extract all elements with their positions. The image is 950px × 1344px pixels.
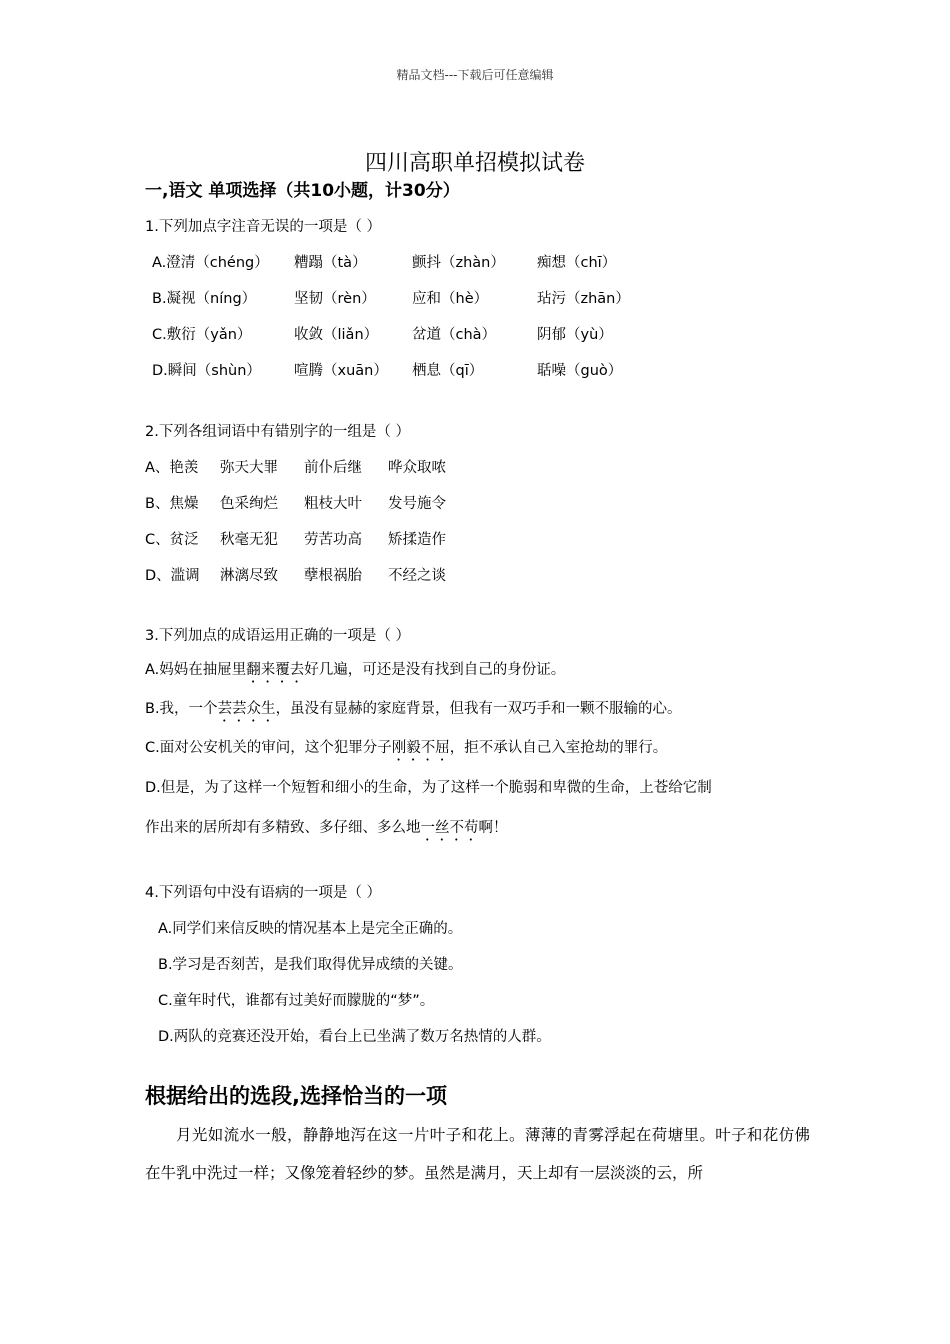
section-heading-reading: 根据给出的选段,选择恰当的一项 <box>145 1084 447 1108</box>
q1-option-d-4: 聒噪（guò） <box>537 363 623 379</box>
q2-option-b-1: B、焦燥 <box>145 496 199 512</box>
q4-option-a: A.同学们来信反映的情况基本上是完全正确的。 <box>158 921 463 937</box>
q3-option-b-idiom: 芸芸众生 <box>217 701 276 717</box>
q4-option-b: B.学习是否刻苦，是我们取得优异成绩的关键。 <box>158 957 463 973</box>
q3-option-c-idiom: 刚毅不屈 <box>391 740 450 756</box>
q1-option-a-3: 颤抖（zhàn） <box>412 255 505 271</box>
q2-option-a-3: 前仆后继 <box>304 460 362 476</box>
q1-option-a-4: 痴想（chī） <box>537 255 617 271</box>
q1-option-a-2: 糟蹋（tà） <box>294 255 367 271</box>
q2-option-c-3: 劳苦功高 <box>304 532 362 548</box>
q2-option-d-2: 淋漓尽致 <box>220 568 278 584</box>
q3-option-c: C.面对公安机关的审问，这个犯罪分子刚毅不屈，拒不承认自己入室抢劫的罪行。 <box>145 740 668 756</box>
q2-option-d-3: 孽根祸胎 <box>304 568 362 584</box>
q1-option-c-3: 岔道（chà） <box>412 327 497 343</box>
q1-option-a-1: A.澄清（chéng） <box>152 255 269 271</box>
page-header: 精品文档---下载后可任意编辑 <box>396 68 554 82</box>
q1-option-c-2: 收敛（liǎn） <box>294 327 379 343</box>
reading-passage: 月光如流水一般，静静地泻在这一片叶子和花上。薄薄的青雾浮起在荷塘里。叶子和花仿佛在牛乳中洗过一样；又像笼着轻纱的梦。虽然是满月，天上却有一层淡淡的云，所 <box>145 1126 810 1182</box>
q1-option-d-3: 栖息（qī） <box>412 363 484 379</box>
q3-option-a: A.妈妈在抽屉里翻来覆去好几遍，可还是没有找到自己的身份证。 <box>145 662 566 678</box>
q2-option-a-2: 弥天大罪 <box>220 460 278 476</box>
q4-option-d: D.两队的竞赛还没开始，看台上已坐满了数万名热情的人群。 <box>158 1029 551 1045</box>
q3-option-d-line1: D.但是，为了这样一个短暂和细小的生命，为了这样一个脆弱和卑微的生命，上苍给它制 <box>145 780 712 796</box>
q4-option-c: C.童年时代，谁都有过美好而朦胧的“梦”。 <box>158 993 435 1009</box>
q1-option-d-2: 喧腾（xuān） <box>294 363 388 379</box>
question-3-stem: 3.下列加点的成语运用正确的一项是（ ） <box>145 628 410 644</box>
q2-option-b-2: 色采绚烂 <box>220 496 278 512</box>
q2-option-c-4: 矫揉造作 <box>388 532 446 548</box>
q2-option-d-4: 不经之谈 <box>388 568 446 584</box>
q1-option-b-4: 玷污（zhān） <box>537 291 630 307</box>
q2-option-a-1: A、艳羡 <box>145 460 199 476</box>
q3-option-d-line2: 作出来的居所却有多精致、多仔细、多么地一丝不苟啊！ <box>145 820 508 836</box>
q1-option-d-1: D.瞬间（shùn） <box>152 363 261 379</box>
q3-option-d-idiom: 一丝不苟 <box>420 820 479 836</box>
question-2-stem: 2.下列各组词语中有错别字的一组是（ ） <box>145 424 410 440</box>
q1-option-c-4: 阴郁（yù） <box>537 327 613 343</box>
q1-option-b-1: B.凝视（níng） <box>152 291 257 307</box>
question-4-stem: 4.下列语句中没有语病的一项是（ ） <box>145 885 381 901</box>
question-1-stem: 1.下列加点字注音无误的一项是（ ） <box>145 219 381 235</box>
q3-option-a-idiom: 翻来覆去 <box>246 662 305 678</box>
q2-option-c-1: C、贫泛 <box>145 532 199 548</box>
q1-option-b-3: 应和（hè） <box>412 291 489 307</box>
section-heading-chinese: 一,语文 单项选择（共10小题，计30分） <box>145 181 460 201</box>
q2-option-b-3: 粗枝大叶 <box>304 496 362 512</box>
q1-option-b-2: 坚韧（rèn） <box>294 291 376 307</box>
q1-option-c-1: C.敷衍（yǎn） <box>152 327 252 343</box>
q2-option-c-2: 秋毫无犯 <box>220 532 278 548</box>
q2-option-a-4: 哗众取哝 <box>388 460 446 476</box>
page-title: 四川高职单招模拟试卷 <box>364 151 585 176</box>
q2-option-d-1: D、滥调 <box>145 568 200 584</box>
q3-option-b: B.我，一个芸芸众生，虽没有显赫的家庭背景，但我有一双巧手和一颗不服输的心。 <box>145 701 682 717</box>
q2-option-b-4: 发号施令 <box>388 496 446 512</box>
